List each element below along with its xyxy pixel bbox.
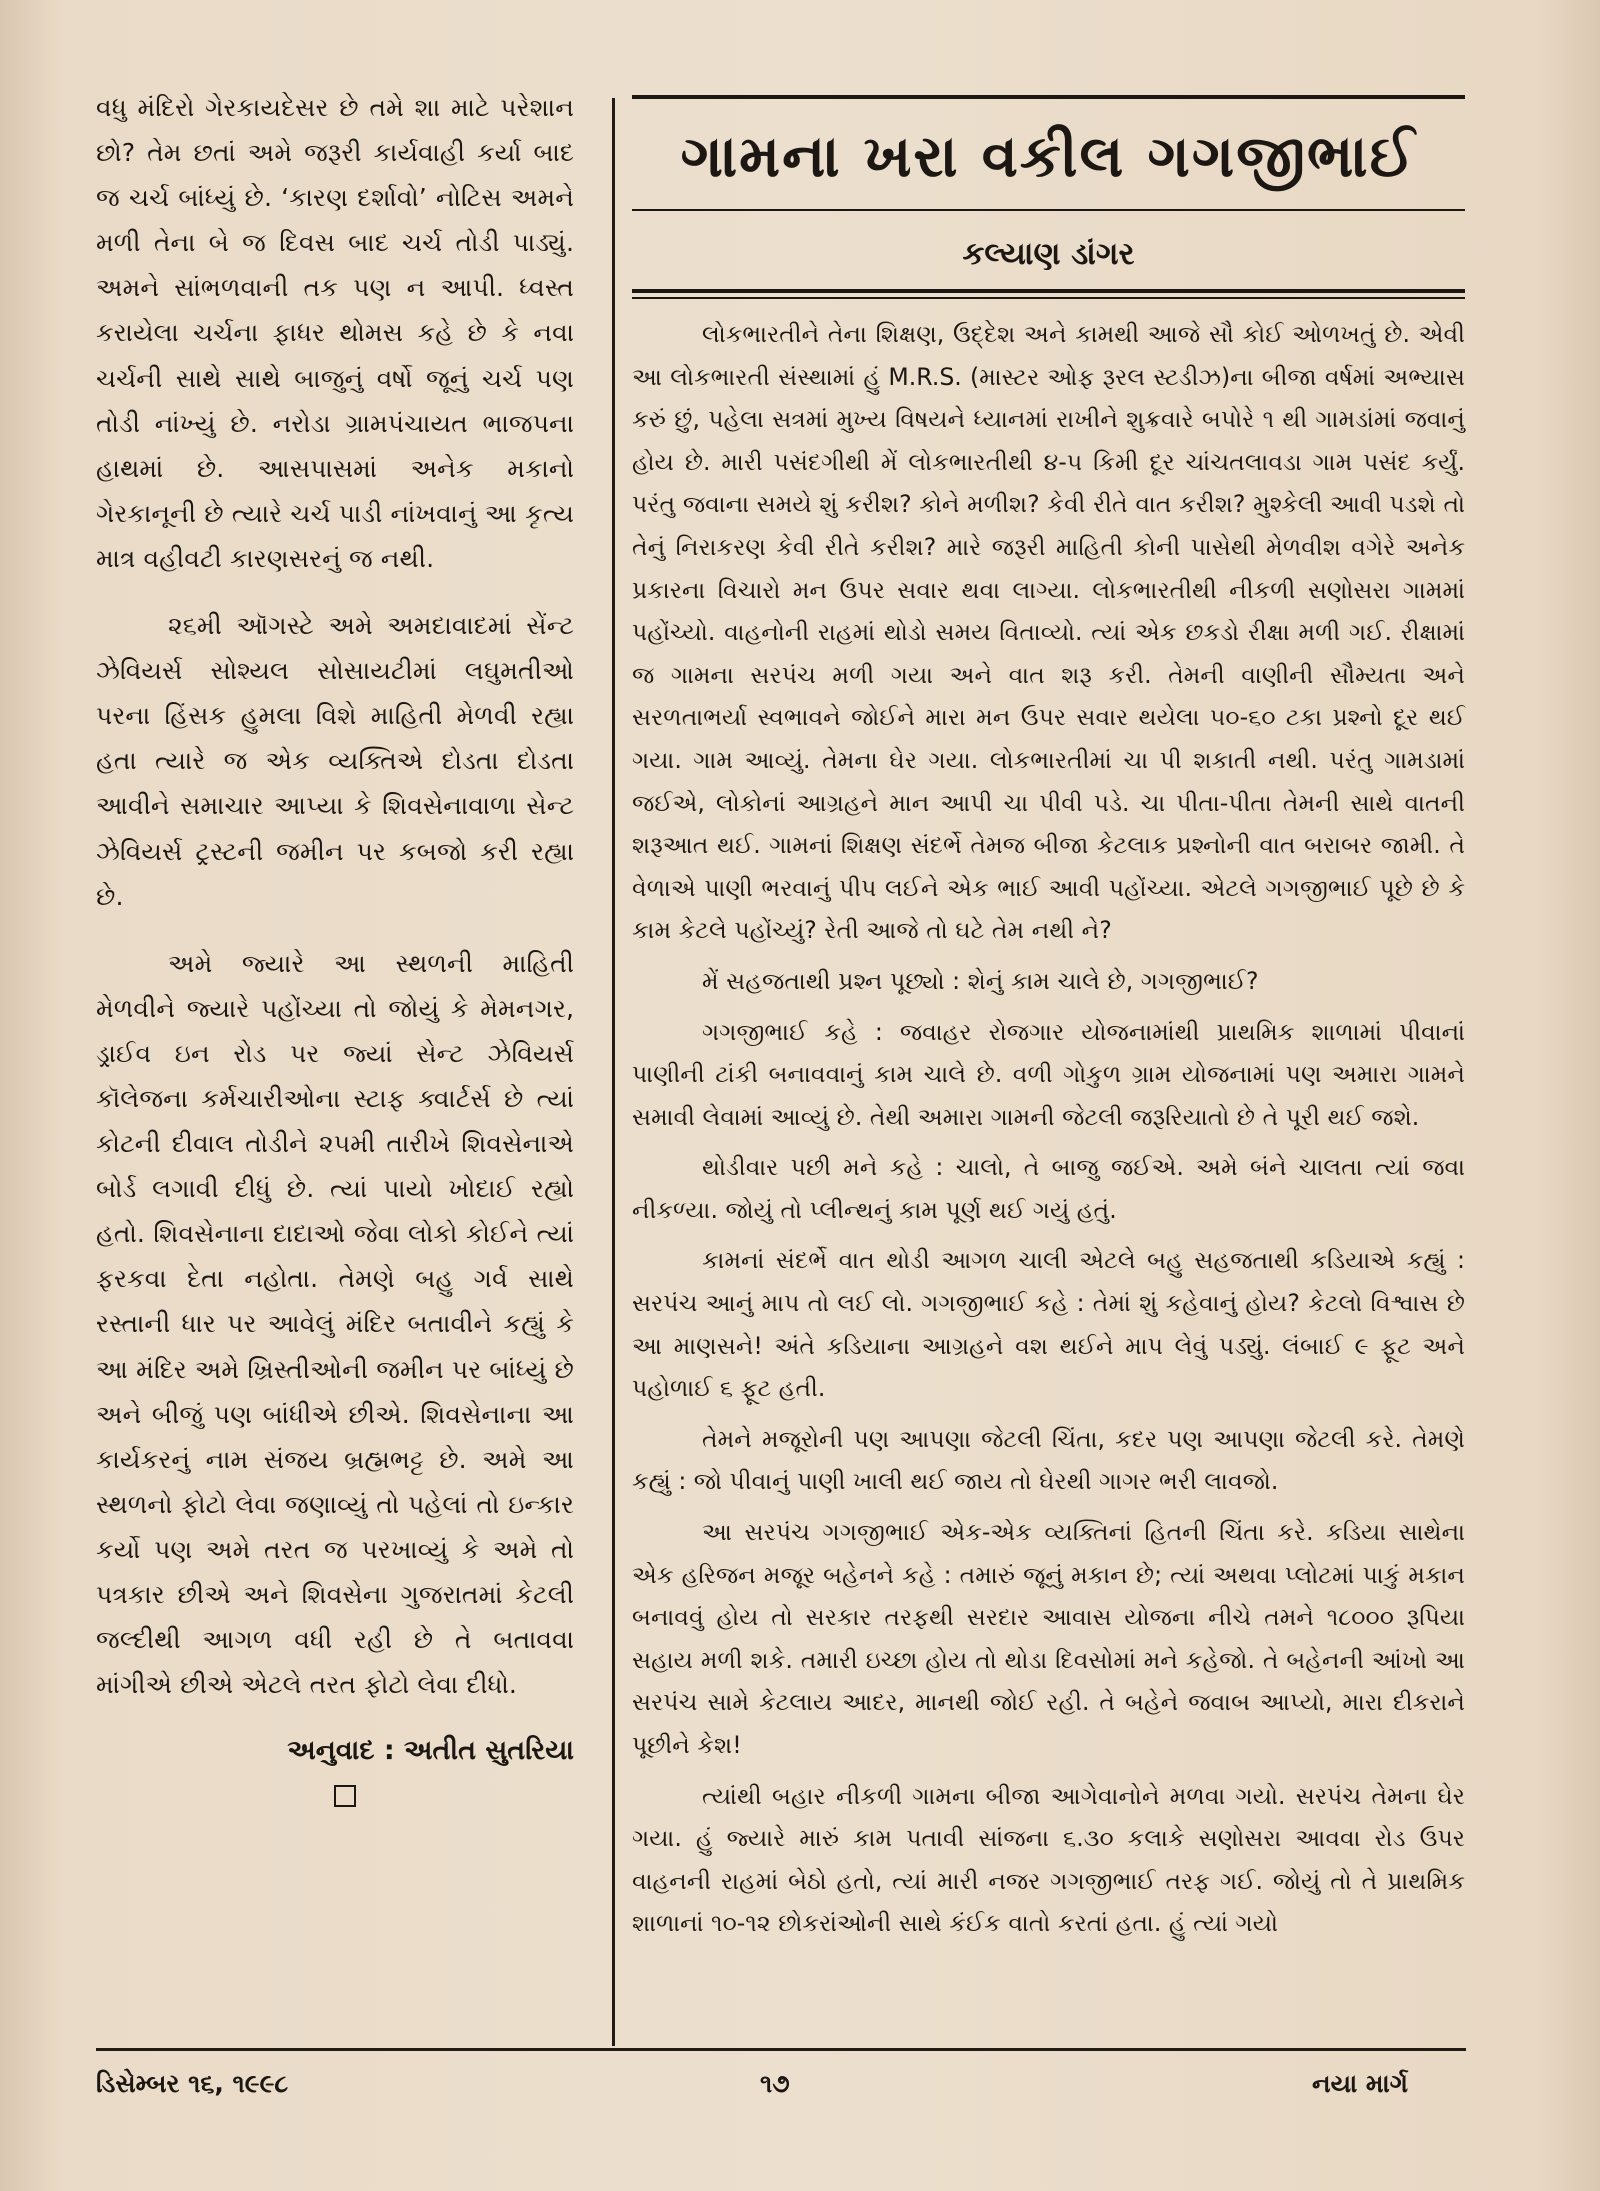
article-paragraph-5: કામનાં સંદર્ભે વાત થોડી આગળ ચાલી એટલે બહુ સહજતાથી કડિયાએ કહ્યું : સરપંચ આનું માપ તો લઈ લો. ગગજીભાઈ કહે : તેમાં શું કહેવાનું હોય? કેટલો વિશ્વાસ છે આ માણસને! અંતે કડિયાના આગ્રહને વશ થઈને માપ લેવું પડ્યું. લંબાઈ ૯ ફૂટ અને પહોળાઈ ૬ ફૂટ હતી. [632,1246,1465,1403]
author-rule-thin [632,297,1465,299]
article [632,95,1465,1953]
article-title: ગામના ખરા વકીલ ગગજીભાઈ [680,122,1417,190]
article-body [632,313,1465,1945]
article-paragraph-7: આ સરપંચ ગગજીભાઈ એક-એક વ્યક્તિનાં હિતની ચિંતા કરે. કડિયા સાથેના એક હરિજન મજૂર બહેનને કહે : તમારું જૂનું મકાન છે; ત્યાં અથવા પ્લોટમાં પાકું મકાન બનાવવું હોય તો સરકાર તરફથી સરદાર આવાસ યોજના નીચે તમને ૧૮૦૦૦ રૂપિયા સહાય મળી શકે. તમારી ઇચ્છા હોય તો થોડા દિવસોમાં મને કહેજો. તે બહેનની આંખો આ સરપંચ સામે કેટલાય આદર, માનથી જોઈ રહી. તે બહેને જવાબ આપ્યો, મારા દીકરાને પૂછીને કેશ! [632,1518,1465,1759]
article-paragraph-8: ત્યાંથી બહાર નીકળી ગામના બીજા આગેવાનોને મળવા ગયો. સરપંચ તેમના ઘેર ગયા. હું જ્યારે મારું કામ પતાવી સાંજના ૬.૩૦ કલાકે સણોસરા આવવા રોડ ઉપર વાહનની રાહમાં બેઠો હતો, ત્યાં મારી નજર ગગજીભાઈ તરફ ગઈ. જોયું તો તે પ્રાથમિક શાળાનાં ૧૦-૧૨ છોકરાંઓની સાથે કંઈક વાતો કરતાં હતા. હું ત્યાં ગયો [632,1781,1465,1938]
left-paragraph-3: અમે જ્યારે આ સ્થળની માહિતી મેળવીને જ્યારે પહોંચ્યા તો જોયું કે મેમનગર, ડ્રાઈવ ઇન રોડ પર જ્યાં સેન્ટ ઝેવિયર્સ કૉલેજના કર્મચારીઓના સ્ટાફ ક્વાર્ટર્સ છે ત્યાં કોટની દીવાલ તોડીને ૨૫મી તારીખે શિવસેનાએ બોર્ડ લગાવી દીધું છે. ત્યાં પાયો ખોદાઈ રહ્યો હતો. શિવસેનાના દાદાઓ જેવા લોકો કોઈને ત્યાં ફરકવા દેતા નહોતા. તેમણે બહુ ગર્વ સાથે રસ્તાની ધાર પર આવેલું મંદિર બતાવીને કહ્યું કે આ મંદિર અમે ખ્રિસ્તીઓની જમીન પર બાંધ્યું છે અને બીજું પણ બાંધીએ છીએ. શિવસેનાના આ કાર્યકરનું નામ સંજય બ્રહ્મભટ્ટ છે. અમે આ સ્થળનો ફોટો લેવા જણાવ્યું તો પહેલાં તો ઇન્કાર કર્યો પણ અમે તરત જ પરખાવ્યું કે અમે તો પત્રકાર છીએ અને શિવસેના ગુજરાતમાં કેટલી જલ્દીથી આગળ વધી રહી છે તે બતાવવા માંગીએ છીએ એટલે તરત ફોટો લેવા દીધો. [96,948,574,1700]
article-paragraph-6: તેમને મજૂરોની પણ આપણા જેટલી ચિંતા, કદર પણ આપણા જેટલી કરે. તેમણે કહ્યું : જો પીવાનું પાણી ખાલી થઈ જાય તો ઘેરથી ગાગર ભરી લાવજો. [632,1424,1465,1496]
article-author: કલ્યાણ ડાંગર [962,236,1135,272]
article-paragraph-1: લોકભારતીને તેના શિક્ષણ, ઉદ્દેશ અને કામથી આજે સૌ કોઈ ઓળખતું છે. એવી આ લોકભારતી સંસ્થામાં હું M.R.S. (માસ્ટર ઓફ રૂરલ સ્ટડીઝ)ના બીજા વર્ષમાં અભ્યાસ કરું છું, પહેલા સત્રમાં મુખ્ય વિષયને ધ્યાનમાં રાખીને શુક્રવારે બપોરે ૧ થી ગામડાંમાં જવાનું હોય છે. મારી પસંદગીથી મેં લોકભારતીથી ૪-૫ કિમી દૂર ચાંચતલાવડા ગામ પસંદ કર્યું. પરંતુ જવાના સમયે શું કરીશ? કોને મળીશ? કેવી રીતે વાત કરીશ? મુશ્કેલી આવી પડશે તો તેનું નિરાકરણ કેવી રીતે કરીશ? મારે જરૂરી માહિતી કોની પાસેથી મેળવીશ વગેરે અનેક પ્રકારના વિચારો મન ઉપર સવાર થવા લાગ્યા. લોકભારતીથી નીકળી સણોસરા ગામમાં પહોંચ્યો. વાહનોની રાહમાં થોડો સમય વિતાવ્યો. ત્યાં એક છકડો રીક્ષા મળી ગઈ. રીક્ષામાં જ ગામના સરપંચ મળી ગયા અને વાત શરૂ કરી. તેમની વાણીની સૌમ્યતા અને સરળતાભર્યા સ્વભાવને જોઈને મારા મન ઉપર સવાર થયેલા ૫૦-૬૦ ટકા પ્રશ્નો દૂર થઈ ગયા. ગામ આવ્યું. તેમના ઘેર ગયા. લોકભારતીમાં ચા પી શકાતી નથી. પરંતુ ગામડામાં જઈએ, લોકોનાં આગ્રહને માન આપી ચા પીવી પડે. ચા પીતા-પીતા તેમની સાથે વાતની શરૂઆત થઈ. ગામનાં શિક્ષણ સંદર્ભે તેમજ બીજા કેટલાક પ્રશ્નોની વાત બરાબર જામી. તે વેળાએ પાણી ભરવાનું પીપ લઈને એક ભાઈ આવી પહોંચ્યા. એટલે ગગજીભાઈ પૂછે છે કે કામ કેટલે પહોંચ્યું? રેતી આજે તો ઘટે તેમ નથી ને? [632,320,1465,945]
translator-credit: અનુવાદ : અતીત સુતરિયા [287,1735,574,1767]
left-column [96,85,574,1807]
left-paragraph-2: ૨૬મી ઑગસ્ટે અમે અમદાવાદમાં સેંન્ટ ઝેવિયર્સ સોશ્યલ સોસાયટીમાં લઘુમતીઓ પરના હિંસક હુમલા વિશે માહિતી મેળવી રહ્યા હતા ત્યારે જ એક વ્યક્તિએ દોડતા દોડતા આવીને સમાચાર આપ્યા કે શિવસેનાવાળા સેન્ટ ઝેવિયર્સ ટ્રસ્ટની જમીન પર કબજો કરી રહ્યા છે. [96,611,574,911]
author-rule-thick [632,289,1465,293]
left-paragraph-1: વધુ મંદિરો ગેરકાયદેસર છે તમે શા માટે પરેશાન છો? તેમ છતાં અમે જરૂરી કાર્યવાહી કર્યા બાદ જ ચર્ચ બાંધ્યું છે. ‘કારણ દર્શાવો’ નોટિસ અમને મળી તેના બે જ દિવસ બાદ ચર્ચ તોડી પાડ્યું. અમને સાંભળવાની તક પણ ન આપી. ધ્વસ્ત કરાયેલા ચર્ચના ફાધર થોમસ કહે છે કે નવા ચર્ચની સાથે સાથે બાજુનું વર્ષો જૂનું ચર્ચ પણ તોડી નાંખ્યું છે. નરોડા ગ્રામપંચાયત ભાજપના હાથમાં છે. આસપાસમાં અનેક મકાનો ગેરકાનૂની છે ત્યારે ચર્ચ પાડી નાંખવાનું આ કૃત્ય માત્ર વહીવટી કારણસરનું જ નથી. [96,93,574,573]
article-paragraph-3: ગગજીભાઈ કહે : જવાહર રોજગાર યોજનામાંથી પ્રાથમિક શાળામાં પીવાનાં પાણીની ટાંકી બનાવવાનું કામ ચાલે છે. વળી ગોકુળ ગ્રામ યોજનામાં પણ અમારા ગામને સમાવી લેવામાં આવ્યું છે. તેથી અમારા ગામની જેટલી જરૂરિયાતો છે તે પૂરી થઈ જશે. [632,1017,1465,1131]
end-of-article-mark [334,1785,356,1807]
article-paragraph-2: મેં સહજતાથી પ્રશ્ન પૂછ્યો : શેનું કામ ચાલે છે, ગગજીભાઈ? [702,966,1259,995]
footer-publication: નયા માર્ગ [1312,2069,1408,2098]
footer-rule [96,2048,1466,2051]
footer-date: ડિસેમ્બર ૧૬, ૧૯૯૮ [96,2069,289,2098]
article-paragraph-4: થોડીવાર પછી મને કહે : ચાલો, તે બાજુ જઈએ. અમે બંને ચાલતા ત્યાં જવા નીકળ્યા. જોયું તો પ્લીન્થનું કામ પૂર્ણ થઈ ગયું હતું. [632,1153,1465,1224]
column-divider [612,98,615,2046]
footer-page-number: ૧૭ [760,2069,790,2098]
title-box [632,95,1465,211]
